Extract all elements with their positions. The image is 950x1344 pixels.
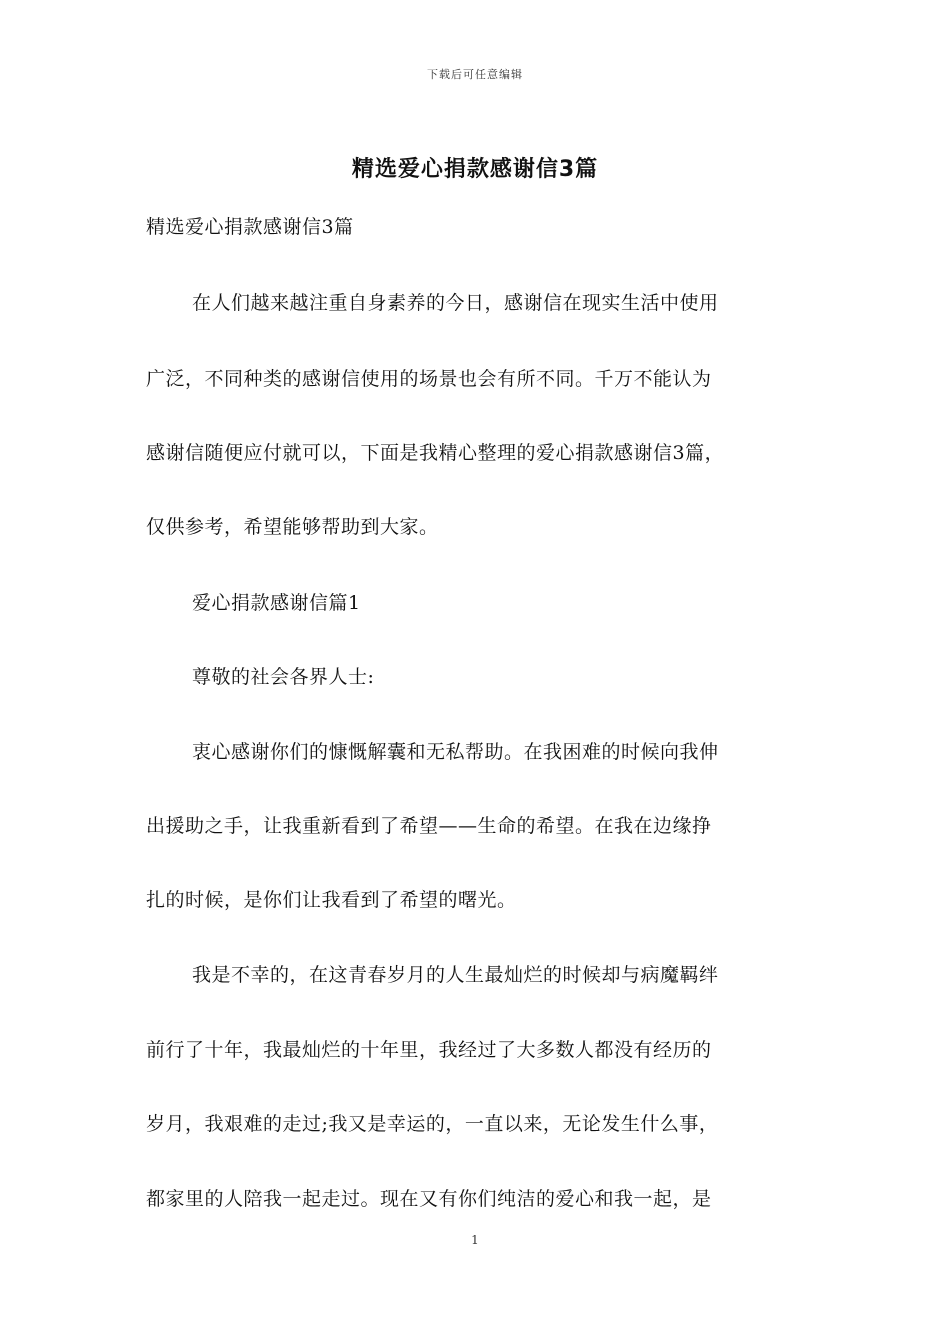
paragraph-line: 仅供参考，希望能够帮助到大家。	[146, 516, 439, 538]
paragraph-line: 我是不幸的，在这青春岁月的人生最灿烂的时候却与病魔羁绊	[192, 964, 719, 986]
document-subtitle: 精选爱心捐款感谢信3篇	[146, 216, 354, 238]
paragraph-line: 在人们越来越注重自身素养的今日，感谢信在现实生活中使用	[192, 292, 719, 314]
section-heading: 爱心捐款感谢信篇1	[192, 592, 361, 614]
document-title: 精选爱心捐款感谢信3篇	[351, 157, 599, 182]
paragraph-line: 前行了十年，我最灿烂的十年里，我经过了大多数人都没有经历的	[146, 1039, 712, 1061]
paragraph-line: 衷心感谢你们的慷慨解囊和无私帮助。在我困难的时候向我伸	[192, 741, 719, 763]
paragraph-line: 感谢信随便应付就可以，下面是我精心整理的爱心捐款感谢信3篇，	[146, 442, 725, 464]
page-number: 1	[471, 1233, 479, 1247]
page-header-note: 下载后可任意编辑	[427, 68, 523, 81]
salutation: 尊敬的社会各界人士:	[192, 666, 375, 688]
paragraph-line: 扎的时候，是你们让我看到了希望的曙光。	[146, 889, 517, 911]
paragraph-line: 出援助之手，让我重新看到了希望——生命的希望。在我在边缘挣	[146, 815, 712, 837]
paragraph-line: 广泛，不同种类的感谢信使用的场景也会有所不同。千万不能认为	[146, 368, 712, 390]
paragraph-line: 岁月，我艰难的走过;我又是幸运的，一直以来，无论发生什么事，	[146, 1113, 719, 1135]
paragraph-line: 都家里的人陪我一起走过。现在又有你们纯洁的爱心和我一起，是	[146, 1188, 712, 1210]
